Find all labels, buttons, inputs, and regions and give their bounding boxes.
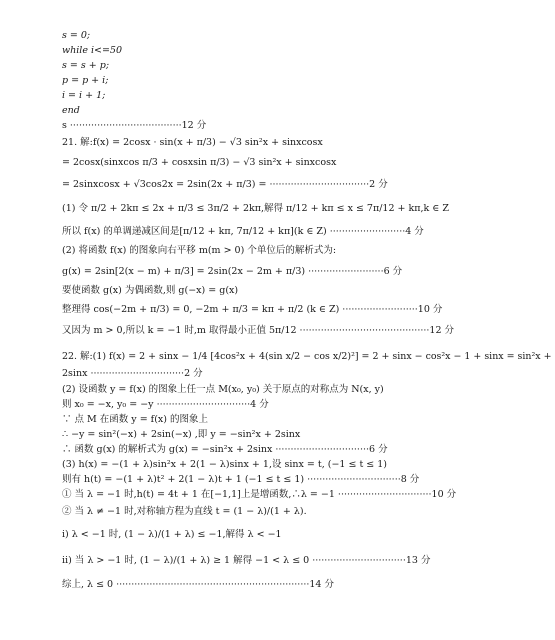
- q22-part3-f: ⅱ) 当 λ > −1 时, (1 − λ)/(1 + λ) ≥ 1 解得 −1 < λ ≤ 0 ·······························13 分: [62, 555, 431, 566]
- code-line-4: p = p + i;: [62, 75, 109, 86]
- q22-part2-d: ∴ −y = sin²(−x) + 2sin(−x) ,即 y = −sin²x + 2sinx: [62, 429, 301, 440]
- q22-part2-c: ∵ 点 M 在函数 y = f(x) 的图象上: [62, 414, 208, 425]
- q22-part2-e: ∴ 函数 g(x) 的解析式为 g(x) = −sin²x + 2sinx ·······························6 分: [62, 444, 388, 455]
- q22-part2-a: (2) 设函数 y = f(x) 的图象上任一点 M(x₀, y₀) 关于原点的对称点为 N(x, y): [62, 384, 384, 395]
- q21-step-1: = 2cosx(sinxcos π/3 + cosxsin π/3) − √3 sin²x + sinxcosx: [62, 157, 337, 168]
- q21-part1-b: 所以 f(x) 的单调递减区间是[π/12 + kπ, 7π/12 + kπ](k ∈ Z) ·························4 分: [62, 226, 424, 237]
- q22-cont: 2sinx ·······························2 分: [62, 368, 203, 379]
- q22-part3-e: ⅰ) λ < −1 时, (1 − λ)/(1 + λ) ≤ −1,解得 λ < −1: [62, 529, 282, 540]
- code-line-2: while i<=50: [62, 45, 123, 56]
- q22-part2-b: 则 x₀ = −x, y₀ = −y ·······························4 分: [62, 399, 269, 410]
- q22-conclusion: 综上, λ ≤ 0 ································································14 分: [62, 579, 334, 590]
- q22-header: 22. 解:(1) f(x) = 2 + sinx − 1/4 [4cos²x + 4(sin x/2 − cos x/2)²] = 2 + sinx − cos²x − 1 + sinx = sin²x +: [62, 351, 552, 362]
- q21-part2-d: 整理得 cos(−2m + π/3) = 0, −2m + π/3 = kπ + π/2 (k ∈ Z) ·························10 分: [62, 304, 443, 315]
- code-line-3: s = s + p;: [62, 60, 110, 71]
- q21-part2-e: 又因为 m > 0,所以 k = −1 时,m 取得最小正值 5π/12 ···········································12 分: [62, 325, 455, 336]
- q22-part3-b: 则有 h(t) = −(1 + λ)t² + 2(1 − λ)t + 1 (−1 ≤ t ≤ 1) ·······························8 分: [62, 474, 420, 485]
- code-line-5: i = i + 1;: [62, 90, 106, 101]
- q22-part3-d: ② 当 λ ≠ −1 时,对称轴方程为直线 t = (1 − λ)/(1 + λ).: [62, 506, 307, 517]
- q21-header: 21. 解:f(x) = 2cosx · sin(x + π/3) − √3 sin²x + sinxcosx: [62, 137, 323, 148]
- code-line-1: s = 0;: [62, 30, 91, 41]
- q22-part3-a: (3) h(x) = −(1 + λ)sin²x + 2(1 − λ)sinx + 1,设 sinx = t, (−1 ≤ t ≤ 1): [62, 459, 388, 470]
- code-line-6: end: [62, 105, 80, 116]
- q21-part2-b: g(x) = 2sin[2(x − m) + π/3] = 2sin(2x − 2m + π/3) ·························6 分: [62, 266, 403, 277]
- q21-part1-a: (1) 令 π/2 + 2kπ ≤ 2x + π/3 ≤ 3π/2 + 2kπ,解得 π/12 + kπ ≤ x ≤ 7π/12 + kπ,k ∈ Z: [62, 203, 449, 214]
- q21-part2-a: (2) 将函数 f(x) 的图象向右平移 m(m > 0) 个单位后的解析式为:: [62, 245, 337, 256]
- q21-part2-c: 要使函数 g(x) 为偶函数,则 g(−x) = g(x): [62, 285, 239, 296]
- q21-step-2: = 2sinxcosx + √3cos2x = 2sin(2x + π/3) = ·································2 分: [62, 179, 388, 190]
- code-line-7: s ·····································12 分: [62, 120, 207, 131]
- q22-part3-c: ① 当 λ = −1 时,h(t) = 4t + 1 在[−1,1]上是增函数,∴λ = −1 ·······························10 分: [62, 489, 457, 500]
